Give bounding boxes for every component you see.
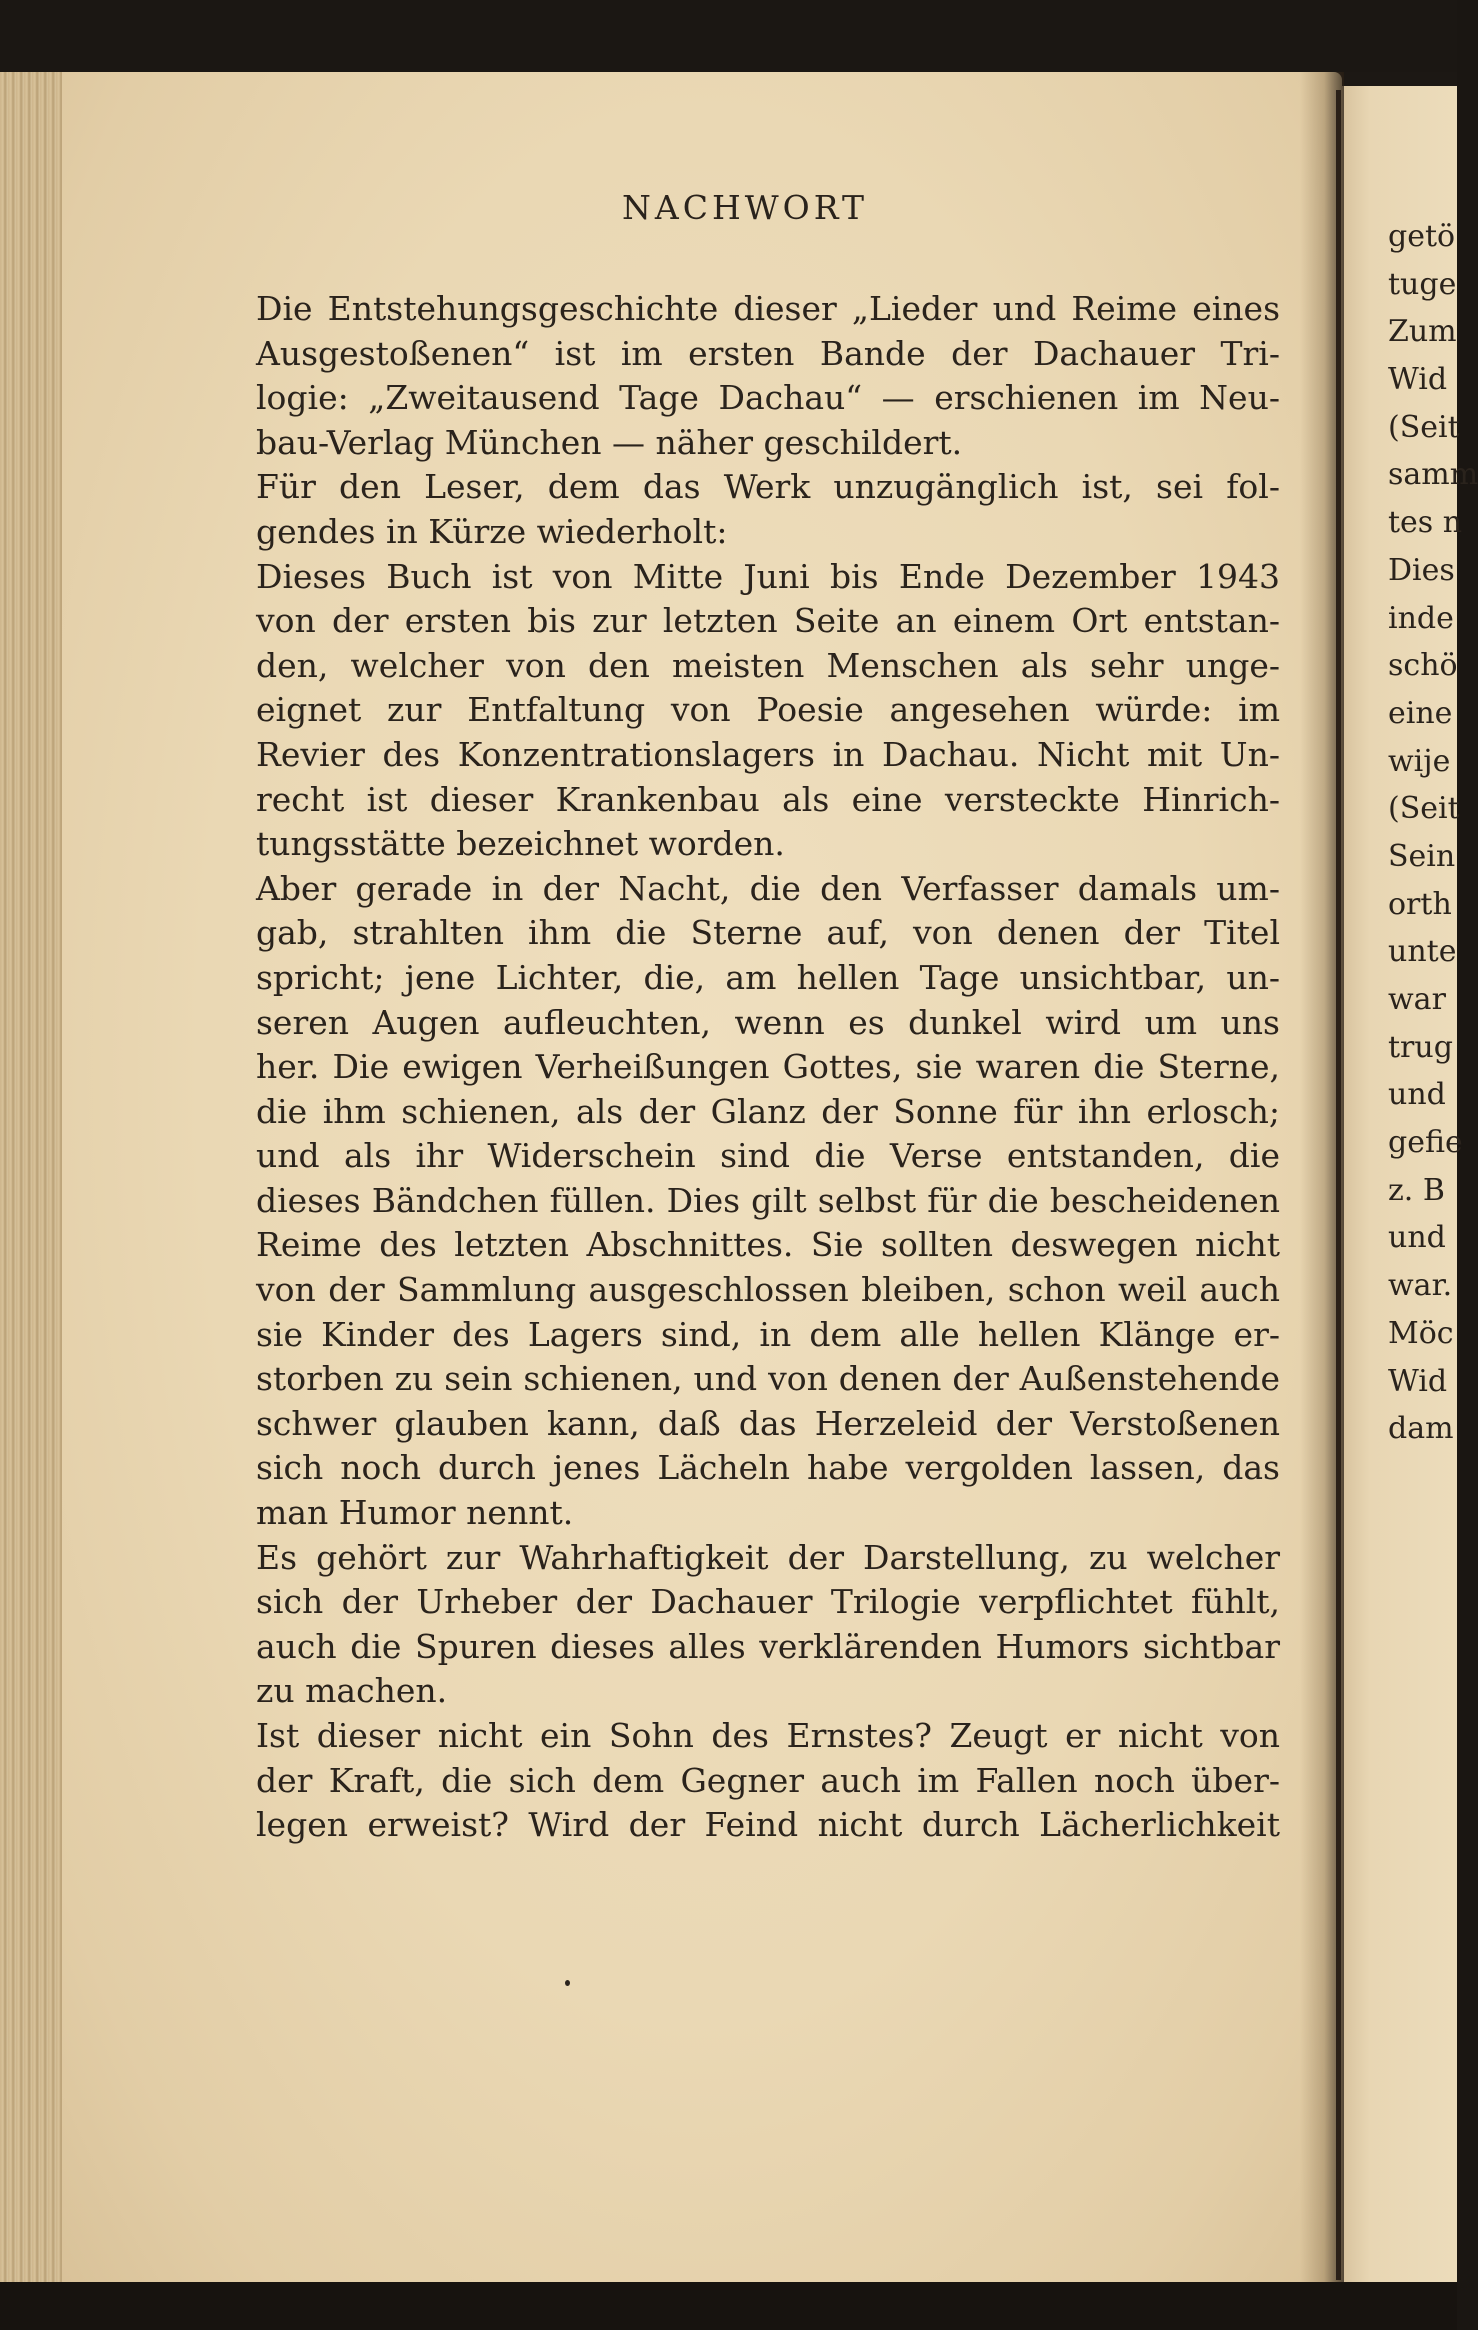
- text-line: seren Augen aufleuchten, wenn es dunkel wird um uns: [256, 1002, 1280, 1042]
- fragment-line: orth: [1388, 886, 1452, 922]
- text-line: von der ersten bis zur letzten Seite an einem Ort entstan-: [256, 601, 1280, 641]
- text-line: Es gehört zur Wahrhaftigkeit der Darstellung, zu welcher: [256, 1537, 1280, 1577]
- text-line: storben zu sein schienen, und von denen der Außenstehende: [256, 1359, 1280, 1399]
- page-title: NACHWORT: [622, 188, 868, 227]
- gutter-fold: [1336, 90, 1341, 2280]
- fragment-line: Wid: [1388, 1363, 1448, 1399]
- text-line: Aber gerade in der Nacht, die den Verfasser damals um-: [256, 868, 1280, 908]
- fragment-line: (Seit: [1388, 791, 1460, 827]
- text-line: und als ihr Widerschein sind die Verse entstanden, die: [256, 1136, 1280, 1176]
- fragment-line: Wid: [1388, 362, 1448, 398]
- paper-speck: [565, 1980, 570, 1986]
- fragment-line: (Seit: [1388, 409, 1460, 445]
- body-text: [256, 287, 1280, 1848]
- text-line: recht ist dieser Krankenbau als eine versteckte Hinrich-: [256, 779, 1280, 819]
- fragment-line: Dies: [1388, 552, 1455, 588]
- fragment-line: z. B: [1388, 1172, 1445, 1208]
- fragment-line: tes n: [1388, 505, 1463, 541]
- text-line: Ist dieser nicht ein Sohn des Ernstes? Zeugt er nicht von: [256, 1716, 1280, 1755]
- text-line: der Kraft, die sich dem Gegner auch im Fallen noch über-: [256, 1760, 1280, 1800]
- text-line: gab, strahlten ihm die Sterne auf, von denen der Titel: [256, 913, 1280, 953]
- fragment-line: unte: [1388, 934, 1457, 970]
- fragment-line: tuge: [1388, 266, 1457, 302]
- fragment-line: inde: [1388, 600, 1454, 636]
- fragment-line: Sein: [1388, 838, 1456, 874]
- text-line: her. Die ewigen Verheißungen Gottes, sie waren die Sterne,: [256, 1047, 1280, 1087]
- text-line: Revier des Konzentrationslagers in Dachau. Nicht mit Un-: [256, 734, 1280, 774]
- text-line: von der Sammlung ausgeschlossen bleiben, schon weil auch: [256, 1270, 1280, 1310]
- text-line: auch die Spuren dieses alles verklärenden Humors sichtbar: [256, 1626, 1280, 1666]
- fragment-line: eine: [1388, 695, 1453, 731]
- text-line: logie: „Zweitausend Tage Dachau“ — erschienen im Neu-: [256, 378, 1280, 418]
- text-line: spricht; jene Lichter, die, am hellen Tage unsichtbar, un-: [256, 957, 1280, 997]
- text-line: Ausgestoßenen“ ist im ersten Bande der Dachauer Tri-: [256, 333, 1280, 373]
- fragment-line: trug: [1388, 1029, 1453, 1065]
- text-line: man Humor nennt.: [256, 1493, 574, 1533]
- text-line: bau-Verlag München — näher geschildert.: [256, 422, 963, 462]
- text-line: tungsstätte bezeichnet worden.: [256, 824, 785, 864]
- right-page-text-fragments: [1388, 213, 1478, 1453]
- text-line: gendes in Kürze wiederholt:: [256, 511, 728, 551]
- fragment-line: und: [1388, 1220, 1446, 1256]
- text-line: sich noch durch jenes Lächeln habe vergolden lassen, das: [256, 1448, 1280, 1488]
- fragment-line: und: [1388, 1077, 1446, 1113]
- fragment-line: Möc: [1388, 1315, 1454, 1351]
- text-line: Dieses Buch ist von Mitte Juni bis Ende Dezember 1943: [256, 556, 1280, 596]
- text-line: sich der Urheber der Dachauer Trilogie verpflichtet fühlt,: [256, 1582, 1280, 1622]
- fragment-line: gefie: [1388, 1125, 1463, 1161]
- text-line: Reime des letzten Abschnittes. Sie sollten deswegen nicht: [256, 1225, 1280, 1265]
- fragment-line: Zum: [1388, 314, 1457, 350]
- scan-background-top: [0, 0, 1457, 72]
- page-edges: [0, 72, 66, 2282]
- fragment-line: schö: [1388, 648, 1458, 684]
- text-line: zu machen.: [256, 1671, 448, 1711]
- fragment-line: war: [1388, 982, 1446, 1017]
- text-line: schwer glauben kann, daß das Herzeleid der Verstoßenen: [256, 1403, 1280, 1443]
- fragment-line: samm: [1388, 457, 1478, 493]
- text-line: den, welcher von den meisten Menschen als sehr unge-: [256, 645, 1280, 685]
- fragment-line: war.: [1388, 1268, 1453, 1304]
- fragment-line: wije: [1388, 743, 1451, 779]
- text-line: legen erweist? Wird der Feind nicht durch Lächerlichkeit: [256, 1805, 1280, 1845]
- fragment-line: dam: [1388, 1411, 1454, 1447]
- text-line: dieses Bändchen füllen. Dies gilt selbst für die bescheidenen: [256, 1180, 1280, 1220]
- scan-background-bottom: [0, 2282, 1457, 2330]
- text-line: sie Kinder des Lagers sind, in dem alle hellen Klänge er-: [256, 1314, 1280, 1354]
- fragment-line: getö: [1388, 219, 1456, 254]
- text-line: die ihm schienen, als der Glanz der Sonne für ihn erlosch;: [256, 1091, 1280, 1131]
- text-line: Die Entstehungsgeschichte dieser „Lieder und Reime eines: [256, 289, 1280, 328]
- text-line: eignet zur Entfaltung von Poesie angesehen würde: im: [256, 690, 1280, 730]
- text-line: Für den Leser, dem das Werk unzugänglich ist, sei fol-: [256, 467, 1280, 507]
